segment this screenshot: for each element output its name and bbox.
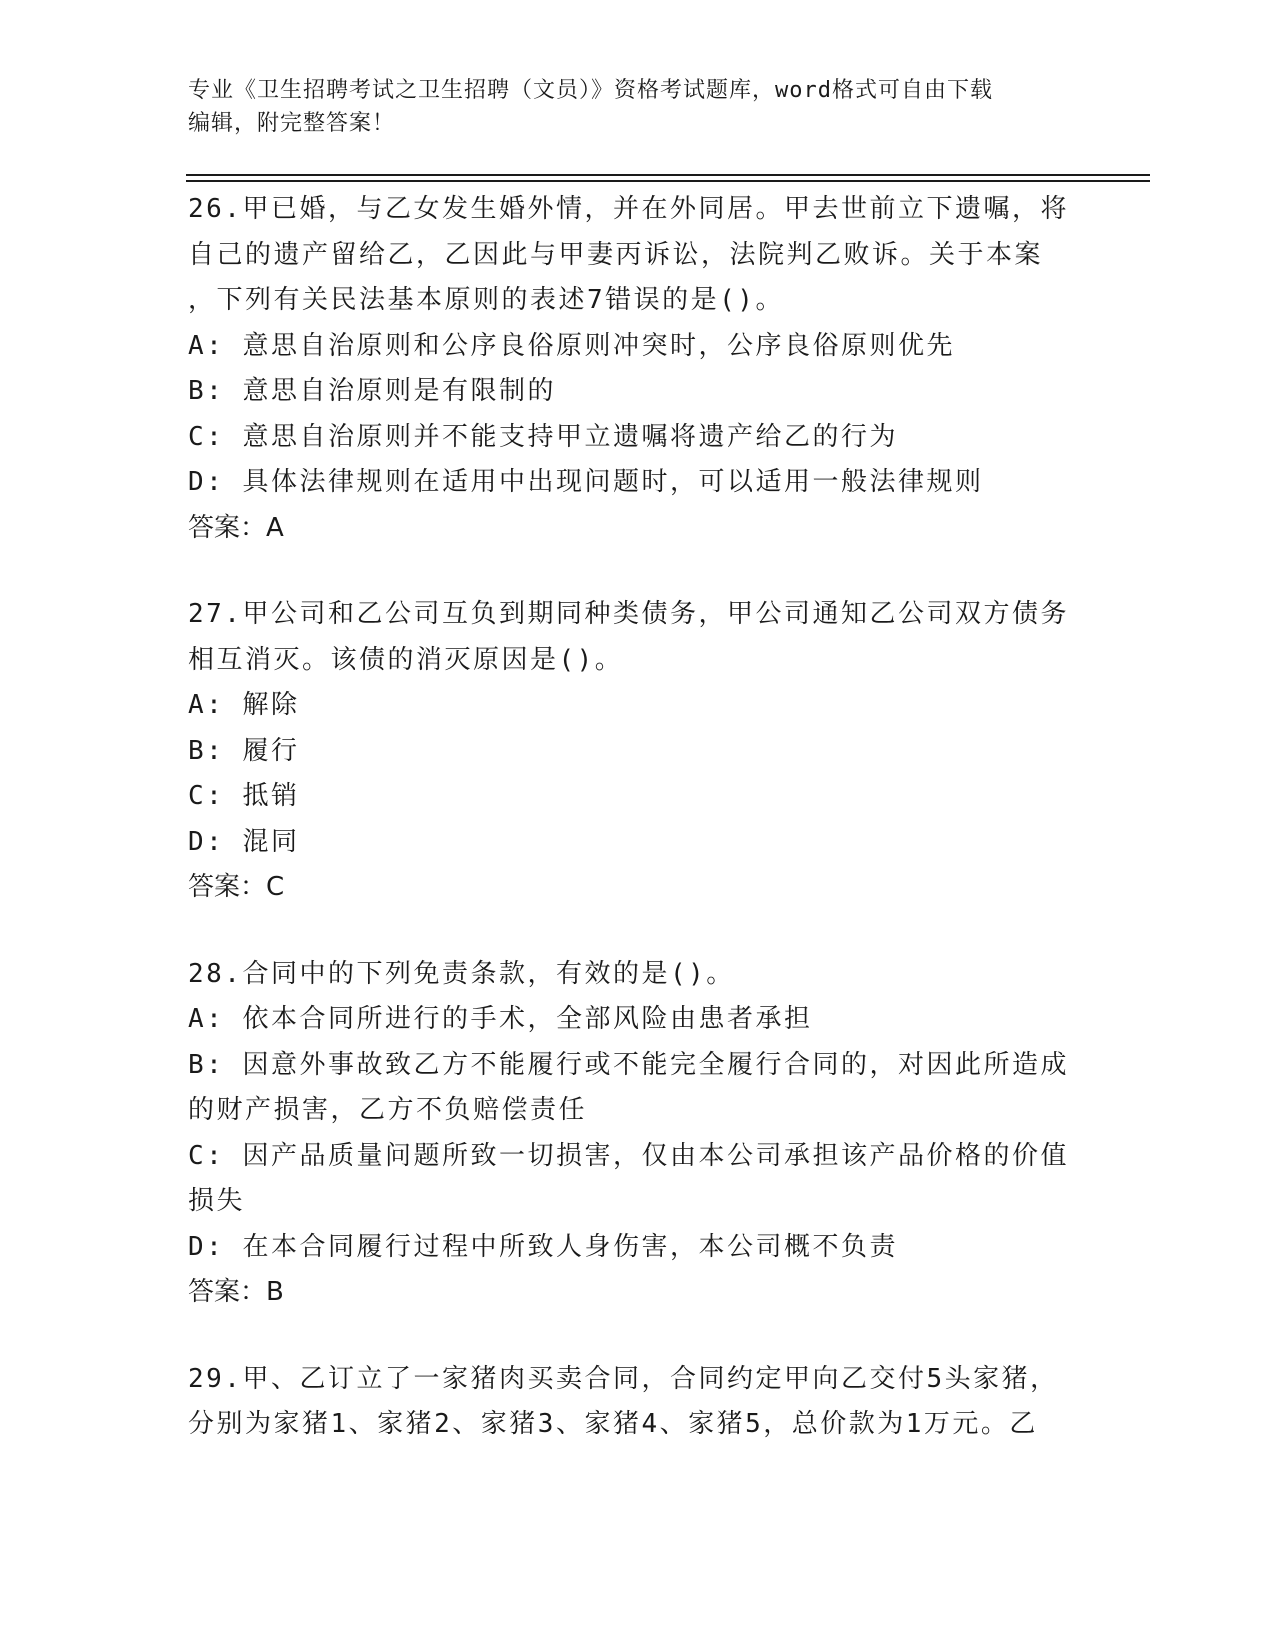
header-divider [186, 174, 1150, 176]
answer-option: A: 依本合同所进行的手术，全部风险由患者承担 [188, 1004, 813, 1034]
question-block [188, 1357, 1088, 1448]
answer-option: D: 在本合同履行过程中所致人身伤害，本公司概不负责 [188, 1231, 898, 1262]
question-stem-line: 28.合同中的下列免责条款，有效的是()。 [188, 958, 735, 989]
answer-option: B: 因意外事故致乙方不能履行或不能完全履行合同的，对因此所造成 [188, 1049, 1069, 1080]
answer-option: B: 履行 [188, 735, 300, 766]
correct-answer: 答案：B [188, 1277, 284, 1307]
answer-option: A: 解除 [188, 690, 300, 720]
question-stem-line: 27.甲公司和乙公司互负到期同种类债务，甲公司通知乙公司双方债务 [188, 599, 1069, 629]
answer-option: D: 具体法律规则在适用中出现问题时，可以适用一般法律规则 [188, 467, 984, 497]
correct-answer: 答案：A [188, 512, 284, 543]
question-stem-line: 26.甲已婚，与乙女发生婚外情，并在外同居。甲去世前立下遗嘱，将 [188, 194, 1069, 224]
header-line: 编辑，附完整答案！ [188, 111, 396, 136]
header-line: 专业《卫生招聘考试之卫生招聘（文员）》资格考试题库，word格式可自由下载 [188, 78, 993, 103]
question-stem-line: ，下列有关民法基本原则的表述7错误的是()。 [188, 285, 784, 315]
question-stem-line: 相互消灭。该债的消灭原因是()。 [188, 644, 624, 675]
answer-option: 的财产损害，乙方不负赔偿责任 [188, 1095, 588, 1125]
question-stem-line: 自己的遗产留给乙，乙因此与甲妻丙诉讼，法院判乙败诉。关于本案 [188, 239, 1044, 270]
header-divider [186, 180, 1150, 182]
answer-option: C: 因产品质量问题所致一切损害，仅由本公司承担该产品价格的价值 [188, 1140, 1069, 1171]
question-stem-line: 分别为家猪1、家猪2、家猪3、家猪4、家猪5，总价款为1万元。乙 [188, 1409, 1038, 1439]
answer-option: A: 意思自治原则和公序良俗原则冲突时，公序良俗原则优先 [188, 330, 955, 361]
question-block [188, 592, 1088, 911]
question-stem-line: 29.甲、乙订立了一家猪肉买卖合同，合同约定甲向乙交付5头家猪， [188, 1363, 1059, 1394]
correct-answer: 答案：C [188, 872, 285, 902]
answer-option: B: 意思自治原则是有限制的 [188, 376, 556, 406]
document-header [188, 74, 1068, 140]
question-block [188, 952, 1088, 1316]
answer-option: D: 混同 [188, 826, 300, 857]
question-list [188, 187, 1088, 1489]
answer-option: 损失 [188, 1186, 246, 1216]
answer-option: C: 抵销 [188, 781, 300, 811]
answer-option: C: 意思自治原则并不能支持甲立遗嘱将遗产给乙的行为 [188, 421, 898, 452]
question-block [188, 187, 1088, 551]
